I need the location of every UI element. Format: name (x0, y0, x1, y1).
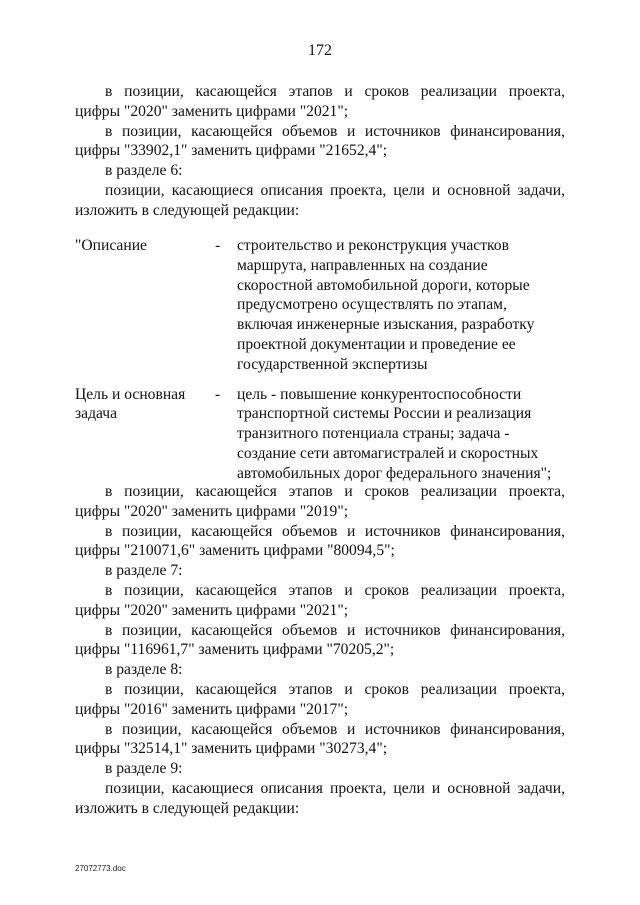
text-line: цифры "116961,7" заменить цифрами "70205,2"; (75, 641, 395, 659)
project-description-table (75, 236, 565, 484)
text-line: в разделе 8: (105, 661, 183, 679)
amendment-text-block-2 (75, 482, 565, 819)
text-line: цифры "2020" заменить цифрами "2021"; (75, 102, 349, 120)
row-label: Цель и основная задача (75, 385, 186, 423)
amendment-text-block-1 (75, 82, 565, 221)
text-line: изложить в следующей редакции: (75, 799, 300, 817)
text-line: позиции, касающиеся описания проекта, цели и основной задачи, (105, 779, 565, 797)
text-line: цифры "2020" заменить цифрами "2021"; (75, 601, 349, 619)
text-line: в позиции, касающейся этапов и сроков реализации проекта, (105, 483, 565, 500)
text-line: в разделе 6: (105, 162, 183, 180)
text-line: в разделе 7: (105, 562, 183, 580)
text-line: в позиции, касающейся этапов и сроков реализации проекта, (105, 581, 565, 599)
text-line: позиции, касающиеся описания проекта, цели и основной задачи, (105, 181, 565, 199)
table-row (75, 385, 565, 484)
text-line: изложить в следующей редакции: (75, 201, 300, 219)
row-dash: - (215, 237, 221, 254)
text-line: цифры "2016" заменить цифрами "2017"; (75, 700, 349, 718)
row-value: строительство и реконструкция участков маршрута, направленных на создание скоростной автомобильной дороги, которые предусмотрено осуществлять по этапам, включая инженерные изыскания, разработку проектной документации и проведение ее государственной экспертизы (237, 237, 535, 373)
text-line: в разделе 9: (105, 760, 183, 778)
text-line: цифры "32514,1" заменить цифрами "30273,4"; (75, 740, 388, 758)
document-filename: 27072773.doc (75, 864, 126, 873)
text-line: цифры "2020" заменить цифрами "2019"; (75, 502, 349, 520)
text-line: в позиции, касающейся объемов и источников финансирования, (105, 522, 565, 540)
text-line: в позиции, касающейся объемов и источников финансирования, (105, 720, 565, 738)
text-line: в позиции, касающейся объемов и источников финансирования, (105, 122, 565, 140)
text-line: цифры "33902,1" заменить цифрами "21652,4"; (75, 142, 388, 160)
text-line: в позиции, касающейся объемов и источников финансирования, (105, 621, 565, 639)
row-dash: - (215, 385, 221, 403)
text-line: цифры "210071,6" заменить цифрами "80094,5"; (75, 542, 395, 560)
row-value: цель - повышение конкурентоспособности транспортной системы России и реализация транзитного потенциала страны; задача - создание сети автомагистралей и скоростных автомобильных дорог федерального значения"; (237, 385, 552, 482)
page-number: 172 (308, 42, 332, 59)
text-line: в позиции, касающейся этапов и сроков реализации проекта, (105, 680, 565, 698)
row-label: "Описание (75, 237, 147, 254)
text-line: в позиции, касающейся этапов и сроков реализации проекта, (105, 83, 565, 100)
table-row (75, 236, 565, 375)
